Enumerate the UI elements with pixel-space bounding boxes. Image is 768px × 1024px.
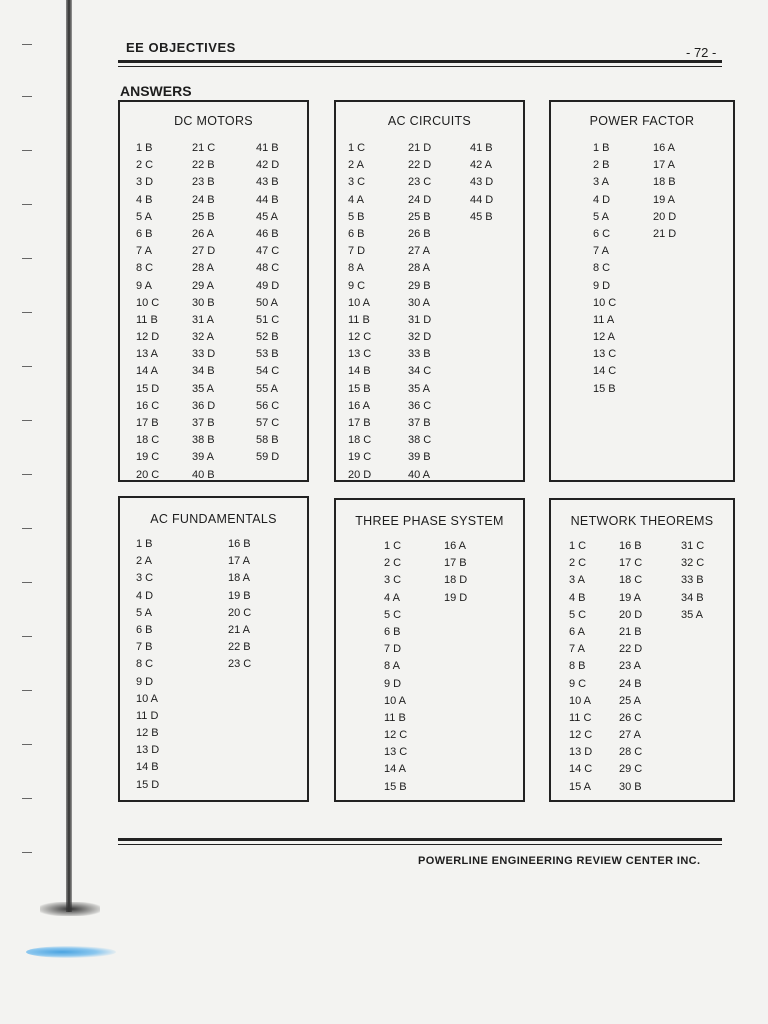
answer-entry: 19 D <box>444 591 468 604</box>
answer-entry: 10 A <box>569 694 592 707</box>
answer-entry: 35 A <box>681 608 704 621</box>
answer-entry: 7 A <box>569 643 585 656</box>
answer-entry: 27 A <box>408 245 431 258</box>
answer-entry: 38 C <box>408 434 432 447</box>
answer-entry: 22 D <box>619 643 643 656</box>
answer-entry: 11 B <box>348 313 370 326</box>
section-title: THREE PHASE SYSTEM <box>355 514 504 528</box>
footer-rule-thin <box>118 844 722 845</box>
answer-entry: 8 A <box>384 660 400 673</box>
answer-entry: 56 C <box>256 399 280 412</box>
answer-entry: 21 C <box>192 142 216 154</box>
answer-entry: 23 A <box>619 660 642 673</box>
answer-entry: 49 D <box>256 279 280 292</box>
section-title: NETWORK THEOREMS <box>570 514 714 528</box>
answer-entry: 24 B <box>619 677 642 690</box>
answer-entry: 21 A <box>228 623 251 636</box>
answer-entry: 5 B <box>348 210 365 223</box>
answer-entry: 43 B <box>256 176 279 189</box>
answer-entry: 6 B <box>136 227 153 240</box>
header-rule-thin <box>118 66 722 67</box>
answer-entry: 11 B <box>384 711 406 724</box>
answer-entry: 53 B <box>256 348 279 361</box>
answer-entry: 14 A <box>136 365 159 378</box>
answer-entry: 14 B <box>136 761 159 774</box>
answer-column <box>470 140 493 226</box>
ink-smudge <box>26 946 116 958</box>
answer-entry: 16 A <box>653 142 676 154</box>
answer-entry: 40 A <box>408 468 431 481</box>
answer-entry: 17 B <box>444 557 467 570</box>
answer-entry: 8 C <box>136 262 154 275</box>
footer-rule <box>118 838 722 841</box>
answer-entry: 33 B <box>681 574 704 587</box>
section-title: DC MOTORS <box>174 114 253 128</box>
answer-entry: 7 B <box>136 641 153 654</box>
binding-shadow <box>66 0 72 912</box>
answer-entry: 31 D <box>408 313 432 326</box>
answer-entry: 14 A <box>384 763 407 776</box>
answer-entry: 24 B <box>192 193 215 206</box>
answer-entry: 18 D <box>444 574 468 587</box>
answer-entry: 22 B <box>228 641 251 654</box>
answer-entry: 12 C <box>569 729 593 742</box>
answer-entry: 2 B <box>593 159 610 172</box>
answer-entry: 52 B <box>256 331 279 344</box>
page-header-title: EE OBJECTIVES <box>126 40 236 55</box>
answer-entry: 17 B <box>136 417 159 429</box>
answer-entry: 2 C <box>136 159 154 172</box>
answer-entry: 16 A <box>444 540 467 552</box>
answer-entry: 20 D <box>348 468 372 481</box>
answer-entry: 3 C <box>136 572 154 585</box>
answer-entry: 12 D <box>136 331 160 344</box>
answer-entry: 2 A <box>136 555 152 568</box>
answer-entry: 17 A <box>228 555 251 568</box>
answer-entry: 23 B <box>192 176 215 189</box>
answer-entry: 20 D <box>653 210 677 223</box>
answer-entry: 26 A <box>192 227 215 240</box>
answer-entry: 1 B <box>136 142 153 154</box>
answer-entry: 15 A <box>569 780 592 793</box>
answer-entry: 4 D <box>136 589 154 602</box>
answer-entry: 14 B <box>348 365 371 378</box>
answer-entry: 18 C <box>136 434 160 447</box>
answer-entry: 37 B <box>408 417 431 429</box>
answer-entry: 16 C <box>136 399 160 412</box>
answer-entry: 1 C <box>384 540 402 552</box>
answer-entry: 58 B <box>256 434 279 447</box>
answer-entry: 17 B <box>348 417 371 429</box>
answer-entry: 44 D <box>470 193 494 206</box>
answer-entry: 15 B <box>384 780 407 793</box>
binding-shadow-foot <box>40 902 100 916</box>
answer-entry: 15 B <box>593 382 616 395</box>
answer-entry: 36 C <box>408 399 432 412</box>
answer-entry: 3 C <box>348 176 366 189</box>
answer-entry: 18 B <box>653 176 676 189</box>
answer-entry: 32 D <box>408 331 432 344</box>
answer-column <box>653 140 676 243</box>
answer-entry: 39 A <box>192 451 215 464</box>
answer-entry: 44 B <box>256 193 279 206</box>
answer-entry: 20 D <box>619 608 643 621</box>
answer-entry: 41 B <box>470 142 493 154</box>
answer-entry: 31 C <box>681 540 705 552</box>
answer-entry: 12 B <box>136 727 159 740</box>
answer-entry: 19 B <box>228 589 251 602</box>
footer-publisher: POWERLINE ENGINEERING REVIEW CENTER INC. <box>418 855 701 867</box>
answer-entry: 57 C <box>256 417 280 429</box>
answer-entry: 15 B <box>348 382 371 395</box>
answer-entry: 33 D <box>192 348 216 361</box>
answer-entry: 50 A <box>256 296 279 309</box>
answer-entry: 23 C <box>408 176 432 189</box>
answer-entry: 45 B <box>470 210 493 223</box>
answer-entry: 8 B <box>569 660 586 673</box>
answer-entry: 6 B <box>348 227 365 240</box>
answer-entry: 9 D <box>136 675 154 688</box>
answer-entry: 7 A <box>136 245 152 258</box>
answer-entry: 19 C <box>348 451 372 464</box>
answer-entry: 42 D <box>256 159 280 172</box>
answer-entry: 19 A <box>653 193 676 206</box>
answer-entry: 8 C <box>593 262 611 275</box>
answer-entry: 29 A <box>192 279 215 292</box>
answer-entry: 41 B <box>256 142 279 154</box>
answer-entry: 1 B <box>136 538 153 550</box>
answer-entry: 59 D <box>256 451 280 464</box>
answer-entry: 5 C <box>569 608 587 621</box>
answers-heading: ANSWERS <box>120 83 192 99</box>
answer-entry: 27 D <box>192 245 216 258</box>
answer-entry: 13 A <box>136 348 159 361</box>
answer-column <box>569 538 592 796</box>
answer-entry: 36 D <box>192 399 216 412</box>
answer-entry: 13 D <box>569 746 593 759</box>
answer-entry: 21 D <box>408 142 432 154</box>
answer-entry: 20 C <box>136 468 160 481</box>
answer-entry: 13 C <box>593 348 617 361</box>
answer-column <box>384 538 407 796</box>
answer-column <box>619 538 642 796</box>
answer-entry: 28 C <box>619 746 643 759</box>
answer-entry: 1 C <box>569 540 587 552</box>
answer-entry: 16 B <box>619 540 642 552</box>
answer-entry: 21 D <box>653 227 677 240</box>
answer-entry: 3 C <box>384 574 402 587</box>
answer-entry: 14 C <box>593 365 617 378</box>
answer-entry: 18 C <box>619 574 643 587</box>
answer-entry: 9 C <box>569 677 587 690</box>
header-rule <box>118 60 722 63</box>
answer-entry: 30 B <box>619 780 642 793</box>
section-three-phase <box>334 498 525 802</box>
section-title: AC CIRCUITS <box>387 114 472 128</box>
answer-entry: 32 A <box>192 331 215 344</box>
answer-entry: 17 A <box>653 159 676 172</box>
answer-entry: 13 C <box>384 746 408 759</box>
answer-entry: 35 A <box>408 382 431 395</box>
answer-entry: 54 C <box>256 365 280 378</box>
answer-entry: 48 C <box>256 262 280 275</box>
answer-entry: 6 B <box>384 625 401 638</box>
answer-entry: 38 B <box>192 434 215 447</box>
answer-entry: 10 C <box>593 296 617 309</box>
answer-entry: 12 A <box>593 331 616 344</box>
answer-entry: 5 C <box>384 608 402 621</box>
answer-entry: 11 A <box>593 313 615 326</box>
answer-entry: 10 A <box>136 692 159 705</box>
answer-entry: 12 C <box>348 331 372 344</box>
section-ac-circuits <box>334 100 525 482</box>
answer-entry: 8 C <box>136 658 154 671</box>
answer-entry: 9 C <box>348 279 366 292</box>
answer-entry: 25 B <box>408 210 431 223</box>
answer-entry: 30 B <box>192 296 215 309</box>
answer-entry: 20 C <box>228 606 252 619</box>
answer-entry: 11 D <box>136 709 159 722</box>
answer-entry: 2 C <box>569 557 587 570</box>
answer-entry: 4 B <box>569 591 586 604</box>
answer-entry: 11 B <box>136 313 158 326</box>
answer-entry: 27 A <box>619 729 642 742</box>
answer-entry: 13 D <box>136 744 160 757</box>
answer-column <box>593 140 616 398</box>
section-power-factor <box>549 100 735 482</box>
section-title: AC FUNDAMENTALS <box>150 512 277 526</box>
answer-entry: 19 C <box>136 451 160 464</box>
answer-entry: 4 D <box>593 193 611 206</box>
answer-entry: 32 C <box>681 557 705 570</box>
answer-entry: 4 A <box>348 193 364 206</box>
section-ac-fundamentals <box>118 496 309 802</box>
answer-entry: 26 B <box>408 227 431 240</box>
answer-column <box>228 536 251 674</box>
answer-entry: 26 C <box>619 711 643 724</box>
page-number: - 72 - <box>686 45 717 60</box>
section-dc-motors <box>118 100 309 482</box>
answer-entry: 14 C <box>569 763 593 776</box>
answer-entry: 6 C <box>593 227 611 240</box>
section-network-theorems <box>549 498 735 802</box>
answer-entry: 34 B <box>681 591 704 604</box>
answer-entry: 34 B <box>192 365 215 378</box>
answer-column <box>444 538 467 607</box>
section-title: POWER FACTOR <box>589 114 695 128</box>
answer-entry: 13 C <box>348 348 372 361</box>
answer-entry: 28 A <box>408 262 431 275</box>
answer-entry: 7 D <box>384 643 402 656</box>
answer-entry: 55 A <box>256 382 279 395</box>
answer-entry: 15 D <box>136 382 160 395</box>
answer-entry: 45 A <box>256 210 279 223</box>
answer-entry: 40 B <box>192 468 215 481</box>
answer-entry: 18 A <box>228 572 251 585</box>
answer-entry: 7 A <box>593 245 609 258</box>
answer-entry: 17 C <box>619 557 643 570</box>
answer-entry: 10 A <box>384 694 407 707</box>
answer-entry: 6 A <box>569 625 585 638</box>
answer-column <box>408 140 431 484</box>
answer-entry: 16 B <box>228 538 251 550</box>
answer-entry: 23 C <box>228 658 252 671</box>
answer-entry: 11 C <box>569 711 592 724</box>
answer-entry: 6 B <box>136 623 153 636</box>
answer-entry: 24 D <box>408 193 432 206</box>
answer-entry: 51 C <box>256 313 280 326</box>
answer-entry: 8 A <box>348 262 364 275</box>
answer-entry: 18 C <box>348 434 372 447</box>
answer-entry: 4 A <box>384 591 400 604</box>
answer-entry: 29 C <box>619 763 643 776</box>
answer-entry: 2 A <box>348 159 364 172</box>
answer-entry: 43 D <box>470 176 494 189</box>
answer-entry: 34 C <box>408 365 432 378</box>
answer-entry: 37 B <box>192 417 215 429</box>
answer-entry: 1 C <box>348 142 366 154</box>
answer-column <box>136 536 159 794</box>
answer-entry: 3 A <box>593 176 609 189</box>
answer-column <box>256 140 279 467</box>
answer-entry: 9 D <box>593 279 611 292</box>
answer-entry: 29 B <box>408 279 431 292</box>
answer-entry: 10 C <box>136 296 160 309</box>
answer-entry: 9 A <box>136 279 152 292</box>
answer-entry: 31 A <box>192 313 215 326</box>
answer-entry: 3 D <box>136 176 154 189</box>
answer-entry: 35 A <box>192 382 215 395</box>
answer-entry: 33 B <box>408 348 431 361</box>
answer-entry: 22 D <box>408 159 432 172</box>
answer-column <box>192 140 215 484</box>
answer-entry: 39 B <box>408 451 431 464</box>
answer-entry: 30 A <box>408 296 431 309</box>
answer-entry: 25 A <box>619 694 642 707</box>
answer-entry: 22 B <box>192 159 215 172</box>
answer-column <box>681 538 704 624</box>
answer-entry: 9 D <box>384 677 402 690</box>
answer-entry: 5 A <box>136 606 152 619</box>
answer-entry: 7 D <box>348 245 366 258</box>
answer-entry: 42 A <box>470 159 493 172</box>
answer-entry: 47 C <box>256 245 280 258</box>
answer-entry: 5 A <box>136 210 152 223</box>
answer-entry: 10 A <box>348 296 371 309</box>
answer-entry: 16 A <box>348 399 371 412</box>
answer-column <box>136 140 159 484</box>
answer-entry: 46 B <box>256 227 279 240</box>
answer-entry: 3 A <box>569 574 585 587</box>
answer-entry: 1 B <box>593 142 610 154</box>
answer-entry: 21 B <box>619 625 642 638</box>
answer-entry: 19 A <box>619 591 642 604</box>
answer-entry: 12 C <box>384 729 408 742</box>
answer-entry: 2 C <box>384 557 402 570</box>
answer-entry: 25 B <box>192 210 215 223</box>
answer-entry: 15 D <box>136 778 160 791</box>
answer-entry: 5 A <box>593 210 609 223</box>
answer-entry: 4 B <box>136 193 153 206</box>
answer-column <box>348 140 371 484</box>
answer-entry: 28 A <box>192 262 215 275</box>
